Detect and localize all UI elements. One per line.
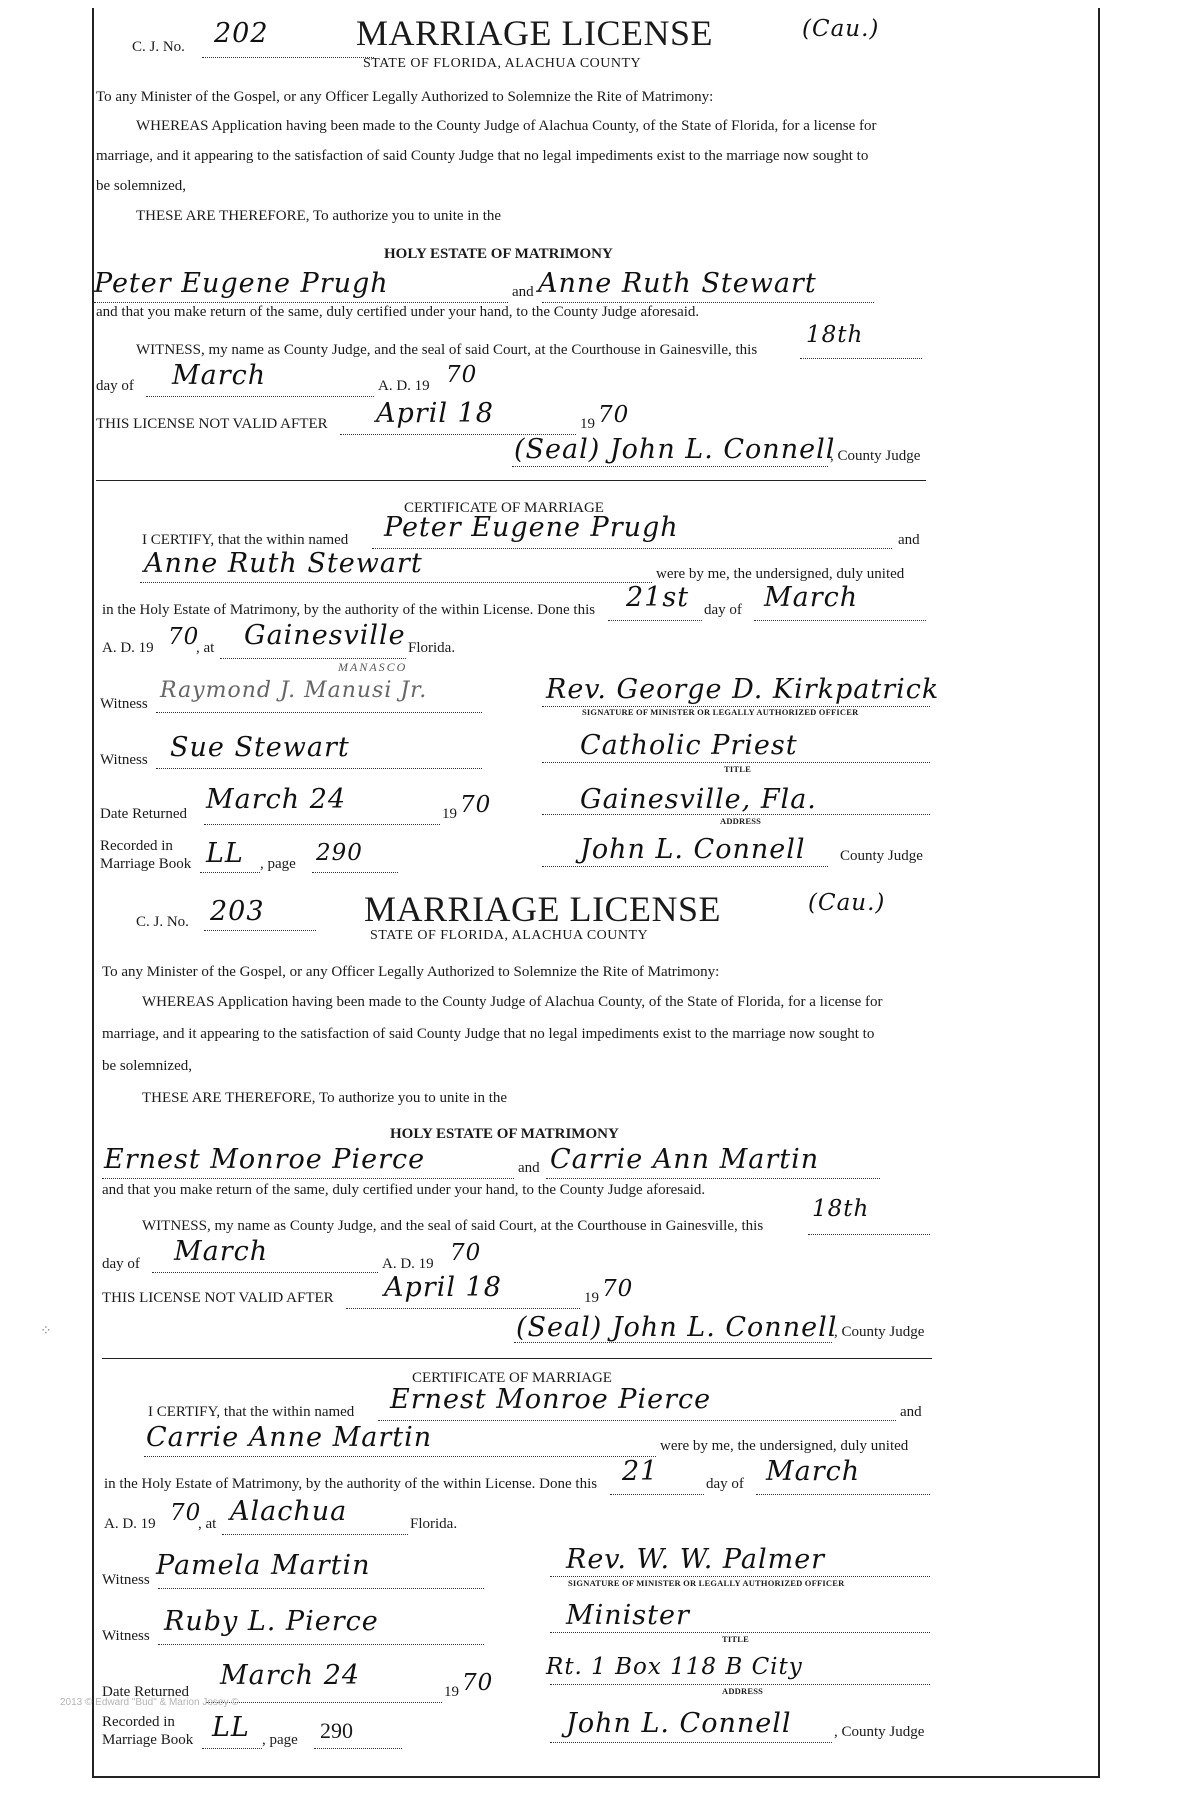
witness-day: 18th xyxy=(812,1196,870,1222)
returned-year: 70 xyxy=(462,1670,494,1696)
copyright-watermark: 2013 © Edward "Bud" & Marion Josey © xyxy=(60,1697,239,1708)
cert-year: 70 xyxy=(170,1500,202,1526)
ad-label: A. D. 19 xyxy=(382,1256,434,1272)
bride-name: Carrie Ann Martin xyxy=(550,1144,820,1175)
title-caption: TITLE xyxy=(722,1634,749,1644)
witness-1-name: Raymond J. Manusi Jr. xyxy=(160,678,428,703)
returned-year-prefix: 19 xyxy=(444,1684,459,1700)
marriage-book-value: LL xyxy=(212,1712,250,1743)
whereas-line-2: marriage, and it appearing to the satisfaction of said County Judge that no legal impediments exist to the marriage now sought to xyxy=(102,1026,875,1042)
margin-note: (Cau.) xyxy=(802,16,880,42)
and-label: and xyxy=(898,532,920,548)
witness-1-name: Pamela Martin xyxy=(156,1550,371,1581)
divider xyxy=(96,480,926,481)
divider xyxy=(102,1358,932,1359)
cert-day: 21st xyxy=(626,582,690,613)
not-valid-year: 70 xyxy=(598,402,630,428)
cert-place: Alachua xyxy=(230,1496,348,1527)
not-valid-year-prefix: 19 xyxy=(584,1290,599,1306)
cert-month: March xyxy=(764,582,859,613)
therefore-line: THESE ARE THEREFORE, To authorize you to unite in the xyxy=(142,1090,508,1106)
groom-name: Ernest Monroe Pierce xyxy=(104,1144,426,1175)
county-judge-label: , County Judge xyxy=(830,448,921,464)
date-returned: March 24 xyxy=(220,1660,361,1691)
not-valid-year-prefix: 19 xyxy=(580,416,595,432)
holy-estate-heading: HOLY ESTATE OF MATRIMONY xyxy=(390,1126,619,1142)
ad-label: A. D. 19 xyxy=(102,640,154,656)
license-subtitle: STATE OF FLORIDA, ALACHUA COUNTY xyxy=(370,928,649,943)
witness-judge-line: WITNESS, my name as County Judge, and the seal of said Court, at the Courthouse in Gainesville, this xyxy=(142,1218,764,1234)
holy-estate-line: in the Holy Estate of Matrimony, by the authority of the within License. Done this xyxy=(102,602,596,618)
county-judge-label: , County Judge xyxy=(834,1724,925,1740)
scan-speck: ⁘ xyxy=(40,1324,52,1339)
cj-number: 203 xyxy=(210,896,265,927)
cert-judge-signature: John L. Connell xyxy=(580,834,806,865)
whereas-line-3: be solemnized, xyxy=(96,178,186,194)
cert-month: March xyxy=(766,1456,861,1487)
returned-year-prefix: 19 xyxy=(442,806,457,822)
cj-label: C. J. No. xyxy=(132,39,185,55)
cert-bride-name: Anne Ruth Stewart xyxy=(144,548,423,579)
date-returned: March 24 xyxy=(206,784,347,815)
cert-judge-signature: John L. Connell xyxy=(566,1708,792,1739)
cert-groom-name: Ernest Monroe Pierce xyxy=(390,1384,712,1415)
not-valid-date: April 18 xyxy=(376,398,494,429)
county-judge-label: , County Judge xyxy=(834,1324,925,1340)
cert-groom-name: Peter Eugene Prugh xyxy=(384,512,679,543)
cj-label: C. J. No. xyxy=(136,914,189,930)
witness-2-name: Sue Stewart xyxy=(170,732,350,763)
holy-estate-line: in the Holy Estate of Matrimony, by the authority of the within License. Done this xyxy=(104,1476,598,1492)
address-caption: ADDRESS xyxy=(720,816,762,826)
address-caption: ADDRESS xyxy=(722,1686,764,1696)
at-label: , at xyxy=(196,640,215,656)
judge-signature: (Seal) John L. Connell xyxy=(516,1312,838,1343)
therefore-line: THESE ARE THEREFORE, To authorize you to unite in the xyxy=(136,208,502,224)
day-of-label: day of xyxy=(96,378,134,394)
document-sheet xyxy=(92,8,1100,1778)
page-label: , page xyxy=(262,1732,298,1748)
license-month: March xyxy=(174,1236,269,1267)
date-returned-label: Date Returned xyxy=(100,806,188,822)
judge-signature: (Seal) John L. Connell xyxy=(514,434,836,465)
cert-bride-name: Carrie Anne Martin xyxy=(146,1422,433,1453)
day-of-label: day of xyxy=(102,1256,140,1272)
returned-year: 70 xyxy=(460,792,492,818)
and-label: and xyxy=(518,1160,540,1176)
at-label: , at xyxy=(198,1516,217,1532)
officer-address: Gainesville, Fla. xyxy=(580,784,817,815)
officer-caption: SIGNATURE OF MINISTER OR LEGALLY AUTHORIZED OFFICER xyxy=(582,707,859,717)
witness-1-correction: MANASCO xyxy=(338,660,408,674)
date-returned-label: Date Returned xyxy=(102,1684,190,1700)
page-value: 290 xyxy=(320,1718,353,1743)
whereas-line-1: WHEREAS Application having been made to the County Judge of Alachua County, of the State of Florida, for a license for xyxy=(136,118,877,134)
united-line: were by me, the undersigned, duly united xyxy=(660,1438,909,1454)
witness-label-1: Witness xyxy=(100,696,148,712)
cert-day: 21 xyxy=(622,1456,659,1487)
not-valid-label: THIS LICENSE NOT VALID AFTER xyxy=(96,416,328,432)
return-line: and that you make return of the same, duly certified under your hand, to the County Judge aforesaid. xyxy=(102,1182,706,1198)
florida-label: Florida. xyxy=(410,1516,458,1532)
holy-estate-heading: HOLY ESTATE OF MATRIMONY xyxy=(384,246,613,262)
bride-name: Anne Ruth Stewart xyxy=(538,268,817,299)
united-line: were by me, the undersigned, duly united xyxy=(656,566,905,582)
margin-note: (Cau.) xyxy=(808,890,886,916)
marriage-book-value: LL xyxy=(206,838,244,869)
witness-label-1: Witness xyxy=(102,1572,150,1588)
not-valid-label: THIS LICENSE NOT VALID AFTER xyxy=(102,1290,334,1306)
whereas-line-2: marriage, and it appearing to the satisfaction of said County Judge that no legal impediments exist to the marriage now sought to xyxy=(96,148,869,164)
whereas-line-1: WHEREAS Application having been made to the County Judge of Alachua County, of the State of Florida, for a license for xyxy=(142,994,883,1010)
not-valid-year: 70 xyxy=(602,1276,634,1302)
certify-label: I CERTIFY, that the within named xyxy=(142,532,349,548)
officer-title: Catholic Priest xyxy=(580,730,798,761)
title-caption: TITLE xyxy=(724,764,751,774)
and-label: and xyxy=(900,1404,922,1420)
witness-label-2: Witness xyxy=(102,1628,150,1644)
recorded-in-label: Recorded in xyxy=(100,838,173,854)
day-of-label: day of xyxy=(706,1476,744,1492)
salutation: To any Minister of the Gospel, or any Officer Legally Authorized to Solemnize the Rite of Matrimony: xyxy=(102,964,720,980)
license-month: March xyxy=(172,360,267,391)
salutation: To any Minister of the Gospel, or any Officer Legally Authorized to Solemnize the Rite of Matrimony: xyxy=(96,89,714,105)
witness-label-2: Witness xyxy=(100,752,148,768)
recorded-in-label: Recorded in xyxy=(102,1714,175,1730)
cj-number: 202 xyxy=(214,18,269,49)
marriage-book-label: Marriage Book xyxy=(100,856,192,872)
witness-day: 18th xyxy=(806,322,864,348)
and-label: and xyxy=(512,284,534,300)
officer-address: Rt. 1 Box 118 B City xyxy=(546,1654,803,1680)
license-subtitle: STATE OF FLORIDA, ALACHUA COUNTY xyxy=(363,56,642,71)
license-year: 70 xyxy=(446,362,478,388)
marriage-book-label: Marriage Book xyxy=(102,1732,194,1748)
whereas-line-3: be solemnized, xyxy=(102,1058,192,1074)
certificate-heading: CERTIFICATE OF MARRIAGE xyxy=(404,500,604,516)
license-title: MARRIAGE LICENSE xyxy=(364,889,721,929)
witness-judge-line: WITNESS, my name as County Judge, and the seal of said Court, at the Courthouse in Gainesville, this xyxy=(136,342,758,358)
officer-title: Minister xyxy=(566,1600,690,1631)
cert-year: 70 xyxy=(168,624,200,650)
page-value: 290 xyxy=(316,840,363,866)
ad-label: A. D. 19 xyxy=(378,378,430,394)
license-year: 70 xyxy=(450,1240,482,1266)
cert-place: Gainesville xyxy=(244,620,406,651)
ad-label: A. D. 19 xyxy=(104,1516,156,1532)
officer-signature: Rev. George D. Kirkpatrick xyxy=(546,674,940,705)
officer-signature: Rev. W. W. Palmer xyxy=(566,1544,826,1575)
certificate-heading: CERTIFICATE OF MARRIAGE xyxy=(412,1370,612,1386)
return-line: and that you make return of the same, duly certified under your hand, to the County Judge aforesaid. xyxy=(96,304,700,320)
day-of-label: day of xyxy=(704,602,742,618)
page-label: , page xyxy=(260,856,296,872)
county-judge-label: County Judge xyxy=(840,848,923,864)
groom-name: Peter Eugene Prugh xyxy=(94,268,389,299)
witness-2-name: Ruby L. Pierce xyxy=(164,1606,379,1637)
license-title: MARRIAGE LICENSE xyxy=(356,13,713,53)
not-valid-date: April 18 xyxy=(384,1272,502,1303)
officer-caption: SIGNATURE OF MINISTER OR LEGALLY AUTHORIZED OFFICER xyxy=(568,1578,845,1588)
certify-label: I CERTIFY, that the within named xyxy=(148,1404,355,1420)
florida-label: Florida. xyxy=(408,640,456,656)
